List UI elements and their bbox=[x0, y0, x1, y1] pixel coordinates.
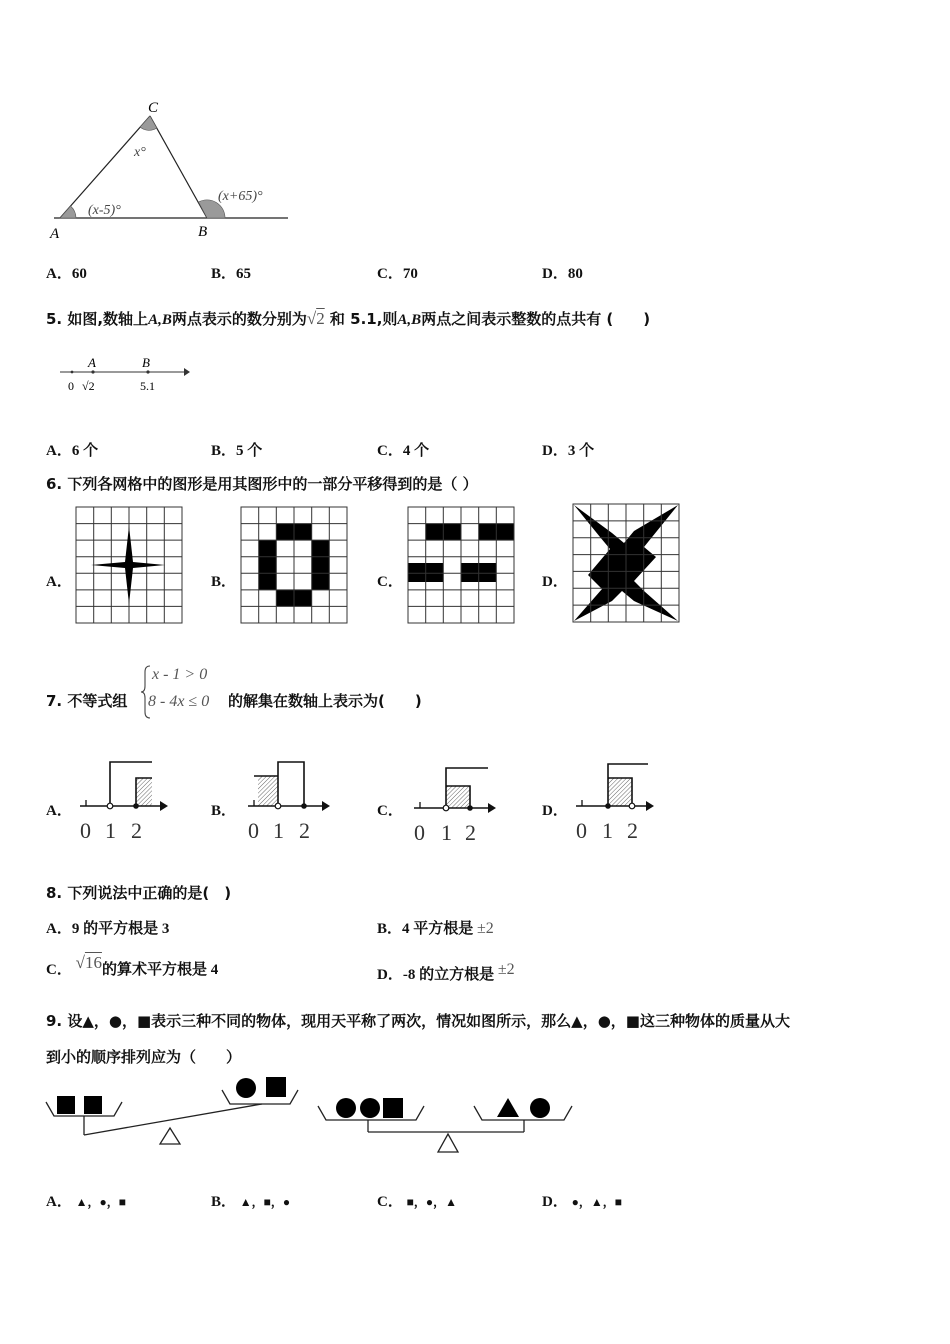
svg-text:2: 2 bbox=[131, 818, 142, 842]
q6-option-b[interactable]: B． bbox=[211, 574, 237, 590]
q8-option-a[interactable]: A．9 的平方根是 3 bbox=[46, 921, 170, 937]
q5-option-b[interactable]: B．5 个 bbox=[211, 443, 263, 459]
q5-stem: 5. 如图,数轴上A,B两点表示的数分别为√2 和 5.1,则A,B两点之间表示整数的点共有 ( ) bbox=[46, 309, 651, 328]
q6-option-d[interactable]: D． bbox=[542, 574, 568, 590]
q5-option-a[interactable]: A．6 个 bbox=[46, 443, 99, 459]
q4-option-a[interactable]: A．60 bbox=[46, 266, 87, 282]
q5-option-c[interactable]: C．4 个 bbox=[377, 443, 430, 459]
square-shape bbox=[383, 1098, 403, 1118]
q7-option-d[interactable]: D． bbox=[542, 803, 568, 819]
balance-scale-2 bbox=[316, 1090, 580, 1154]
svg-text:0: 0 bbox=[80, 818, 91, 842]
q4-option-c[interactable]: C．70 bbox=[377, 266, 418, 282]
angle-c-label: x° bbox=[134, 145, 146, 160]
q9-stem-line1: 9. 设▲，●，■表示三种不同的物体，现用天平称了两次，情况如图所示，那么▲，●，■这三种物体的质量从大 bbox=[46, 1012, 790, 1030]
q9-option-a[interactable]: A． ▲，●，■ bbox=[46, 1194, 126, 1210]
q6-stem: 6. 下列各网格中的图形是用其图形中的一部分平移得到的是（ ） bbox=[46, 475, 478, 493]
q7-stem-post: 的解集在数轴上表示为( ) bbox=[228, 692, 422, 710]
q7-axis-d[interactable] bbox=[572, 756, 668, 842]
svg-text:0: 0 bbox=[414, 820, 425, 845]
svg-text:0: 0 bbox=[576, 818, 587, 842]
q8-option-b[interactable]: B．4 平方根是 ±2 bbox=[377, 920, 494, 937]
axis-tick-sqrt2: √2 bbox=[82, 379, 95, 393]
circle-shape bbox=[336, 1098, 356, 1118]
svg-text:2: 2 bbox=[627, 818, 638, 842]
q7-axis-a[interactable] bbox=[76, 756, 172, 842]
square-shape bbox=[84, 1096, 102, 1114]
q7-option-b[interactable]: B． bbox=[211, 803, 237, 819]
axis-tick-0: 0 bbox=[68, 379, 74, 393]
svg-text:1: 1 bbox=[105, 818, 116, 842]
svg-text:1: 1 bbox=[602, 818, 613, 842]
circle-shape bbox=[236, 1078, 256, 1098]
circle-shape bbox=[530, 1098, 550, 1118]
q7-axis-b[interactable] bbox=[244, 756, 340, 842]
label-a: A bbox=[50, 226, 60, 242]
label-c: C bbox=[148, 100, 159, 116]
q4-option-b[interactable]: B．65 bbox=[211, 266, 252, 282]
q7-brace bbox=[140, 664, 152, 720]
axis-label-a: A bbox=[88, 355, 96, 370]
q9-option-b[interactable]: B． ▲，■，● bbox=[211, 1194, 291, 1210]
q9-stem-line2: 到小的顺序排列应为（ ） bbox=[46, 1048, 242, 1066]
svg-text:0: 0 bbox=[248, 818, 259, 842]
balance-scale-1 bbox=[44, 1072, 304, 1152]
q6-option-a[interactable]: A． bbox=[46, 574, 72, 590]
angle-ext-label: (x+65)° bbox=[218, 189, 263, 204]
q9-option-d[interactable]: D． ●，▲，■ bbox=[542, 1194, 622, 1210]
q7-stem-pre: 7. 不等式组 bbox=[46, 692, 128, 710]
q8-stem: 8. 下列说法中正确的是( ) bbox=[46, 884, 232, 902]
svg-text:1: 1 bbox=[273, 818, 284, 842]
q9-option-c[interactable]: C． ■，●，▲ bbox=[377, 1194, 457, 1210]
angle-a-label: (x-5)° bbox=[88, 203, 121, 218]
circle-shape bbox=[360, 1098, 380, 1118]
square-shape bbox=[57, 1096, 75, 1114]
triangle-figure bbox=[40, 98, 300, 246]
q7-ineq-2: 8 - 4x ≤ 0 bbox=[148, 693, 210, 710]
axis-tick-5-1: 5.1 bbox=[140, 379, 155, 393]
q8-option-d[interactable]: D．-8 的立方根是 ±2 bbox=[377, 961, 515, 983]
q6-grid-d[interactable] bbox=[572, 503, 680, 623]
q5-number-line bbox=[56, 352, 196, 398]
q7-axis-c[interactable] bbox=[410, 760, 506, 846]
q6-option-c[interactable]: C． bbox=[377, 574, 403, 590]
label-b: B bbox=[198, 224, 208, 240]
q8-option-c[interactable]: C． √16的算术平方根是 4 bbox=[46, 953, 219, 978]
svg-text:1: 1 bbox=[441, 820, 452, 845]
square-shape bbox=[266, 1077, 286, 1097]
triangle-shape bbox=[497, 1098, 519, 1117]
q6-grid-c[interactable] bbox=[407, 506, 515, 624]
q6-grid-b[interactable] bbox=[240, 506, 348, 624]
svg-text:2: 2 bbox=[465, 820, 476, 845]
q7-option-c[interactable]: C． bbox=[377, 803, 403, 819]
q5-option-d[interactable]: D．3 个 bbox=[542, 443, 595, 459]
q4-option-d[interactable]: D．80 bbox=[542, 266, 583, 282]
q6-grid-a[interactable] bbox=[75, 506, 183, 624]
axis-label-b: B bbox=[142, 355, 150, 370]
q7-ineq-1: x - 1 > 0 bbox=[152, 666, 208, 683]
svg-text:2: 2 bbox=[299, 818, 310, 842]
q7-option-a[interactable]: A． bbox=[46, 803, 72, 819]
